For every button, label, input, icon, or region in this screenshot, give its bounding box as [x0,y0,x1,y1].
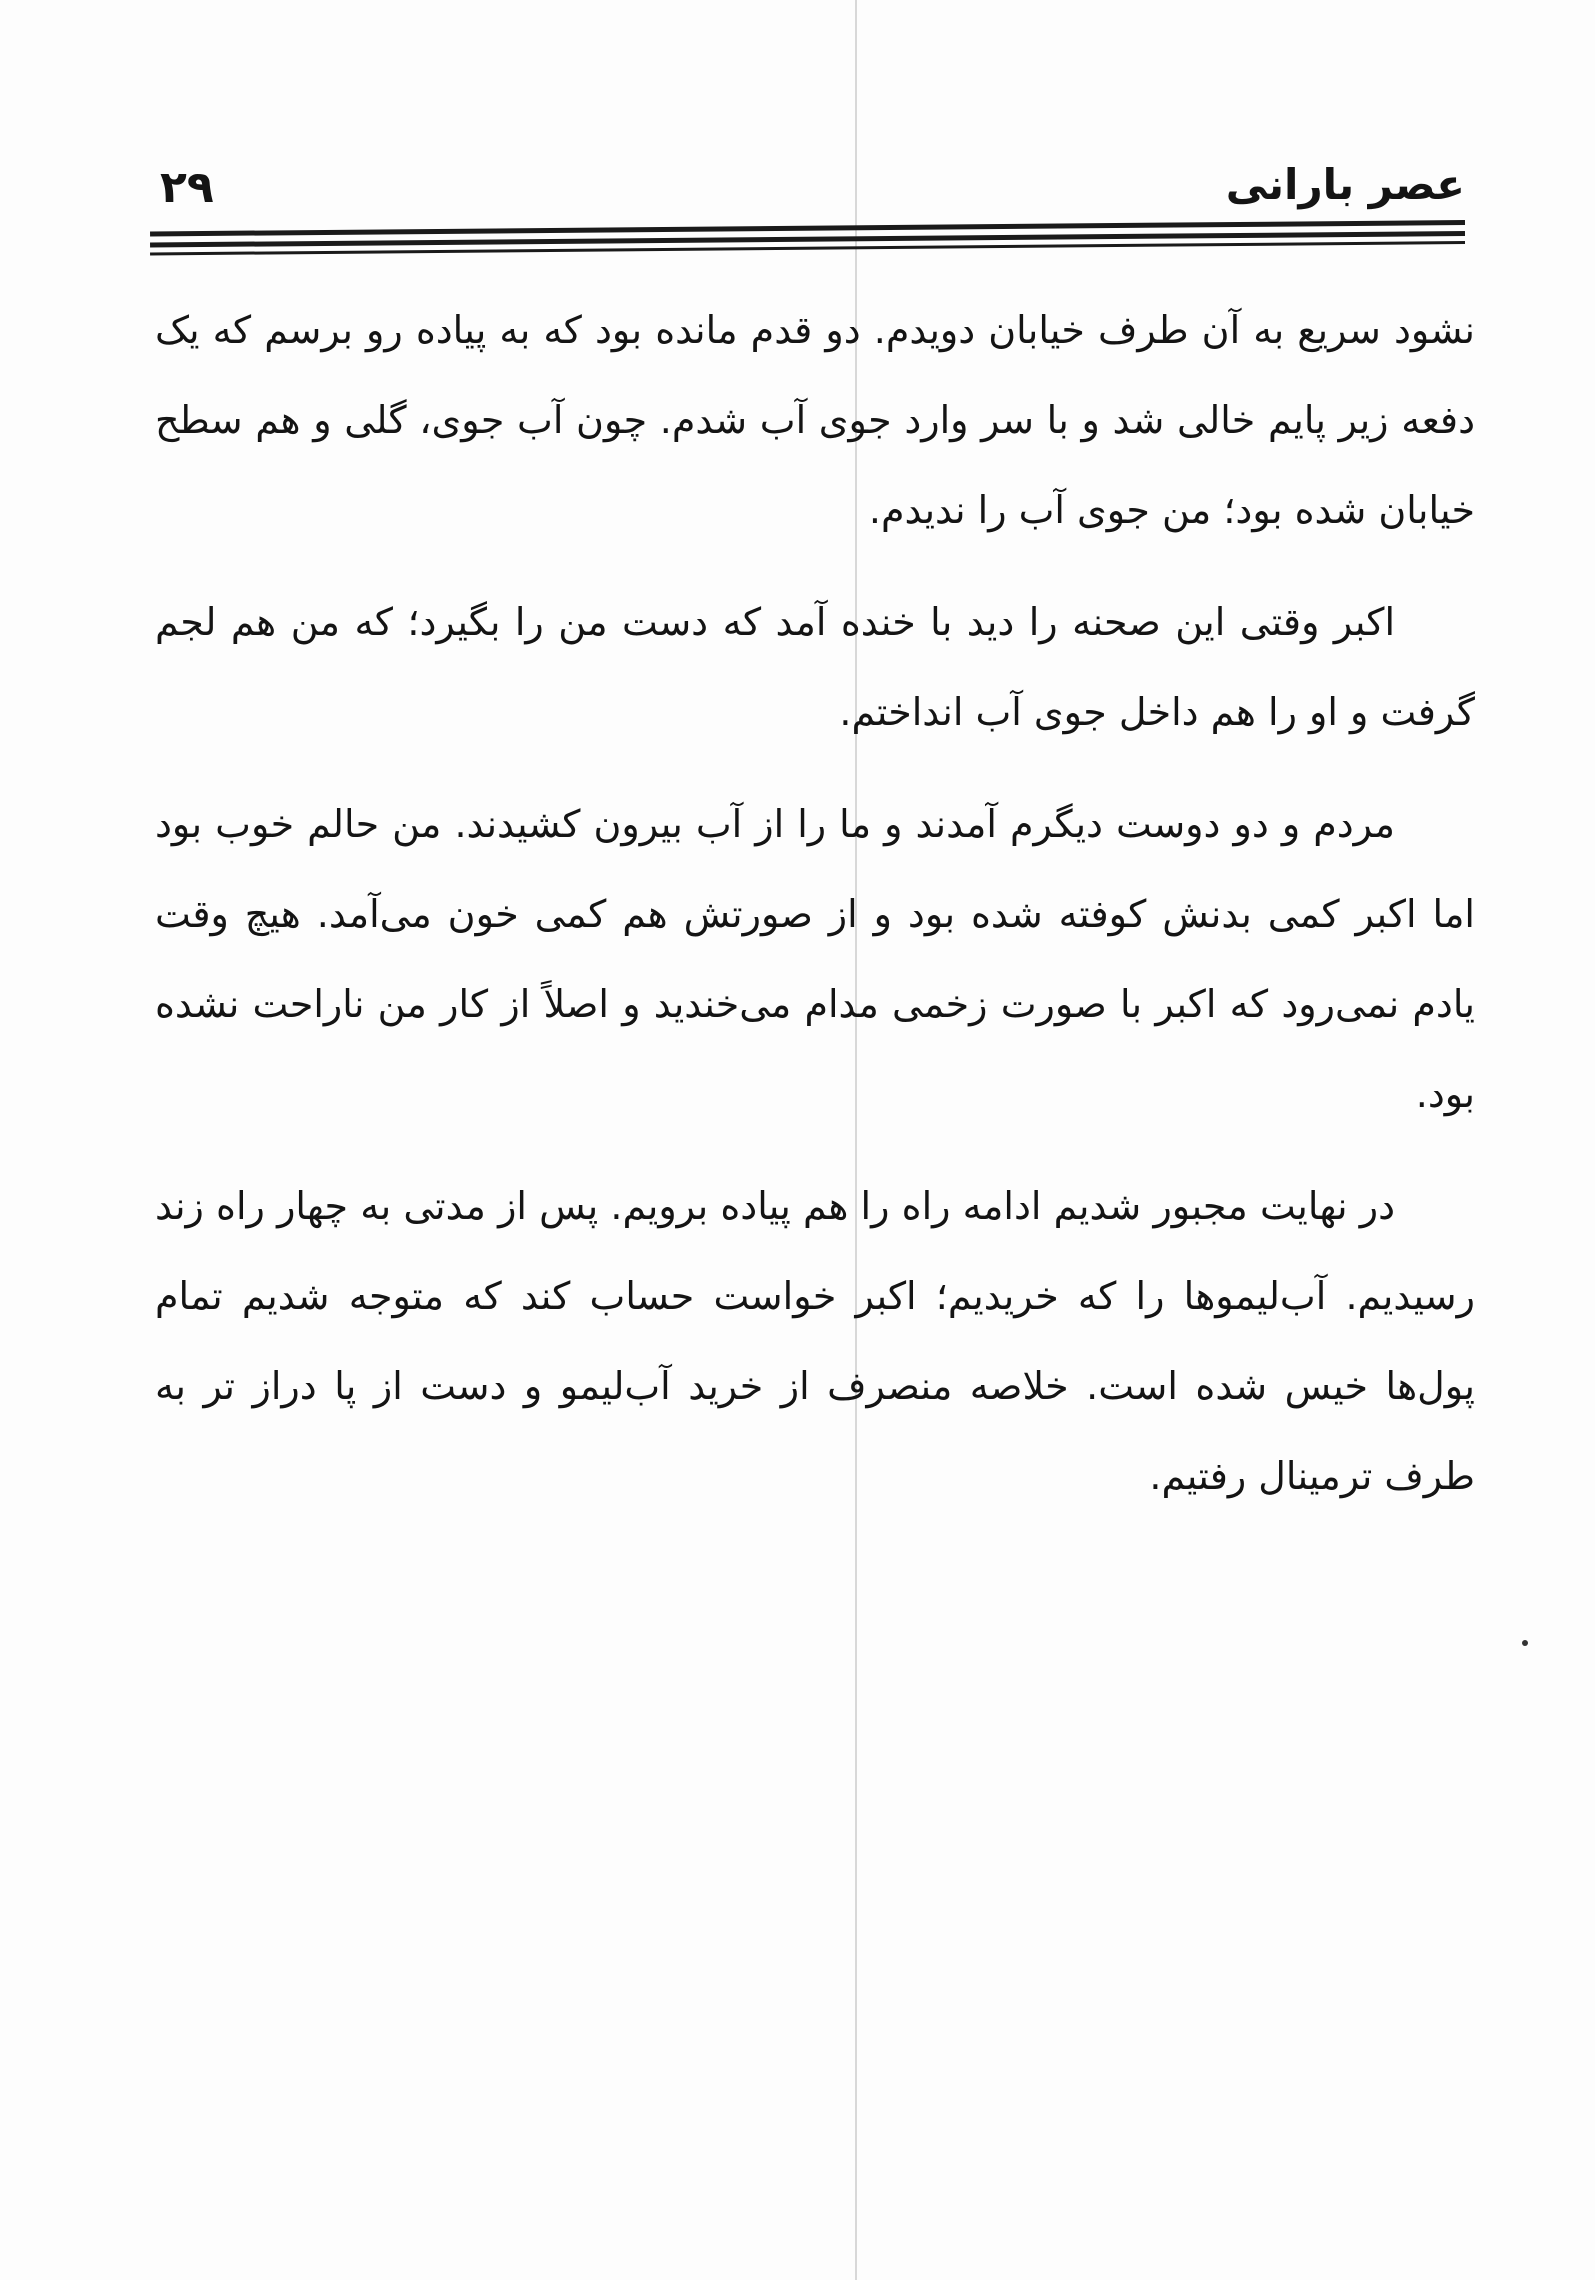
body-text [155,285,1475,1543]
paragraph-3: مردم و دو دوست دیگرم آمدند و ما را از آب بیرون کشیدند. من حالم خوب بود اما اکبر کمی بدنش کوفته شده بود و از صورتش هم کمی خون می‌آمد. هیچ وقت یادم نمی‌رود که اکبر با صورت زخمی مدام می‌خندید و اصلاً از کار من ناراحت نشده بود. [155,802,1475,1116]
running-title: عصر بارانی [1225,160,1465,209]
scan-speck [1522,1640,1528,1646]
paragraph-4: در نهایت مجبور شدیم ادامه راه را هم پیاده برویم. پس از مدتی به چهار راه زند رسیدیم. آب‌لیموها را که خریدیم؛ اکبر خواست حساب کند که متوجه شدیم تمام پول‌ها خیس شده است. خلاصه منصرف از خرید آب‌لیمو و دست از پا دراز تر به طرف ترمینال رفتیم. [155,1184,1475,1498]
page-number: ۲۹ [160,162,214,213]
paragraph-2: اکبر وقتی این صحنه را دید با خنده آمد که دست من را بگیرد؛ که من هم لجم گرفت و او را هم داخل جوی آب انداختم. [155,600,1475,734]
page-header [150,150,1465,220]
paragraph-1: نشود سریع به آن طرف خیابان دویدم. دو قدم مانده بود که به پیاده رو برسم که یک دفعه زیر پایم خالی شد و با سر وارد جوی آب شدم. چون آب جوی، گلی و هم سطح خیابان شده بود؛ من جوی آب را ندیدم. [155,308,1475,532]
